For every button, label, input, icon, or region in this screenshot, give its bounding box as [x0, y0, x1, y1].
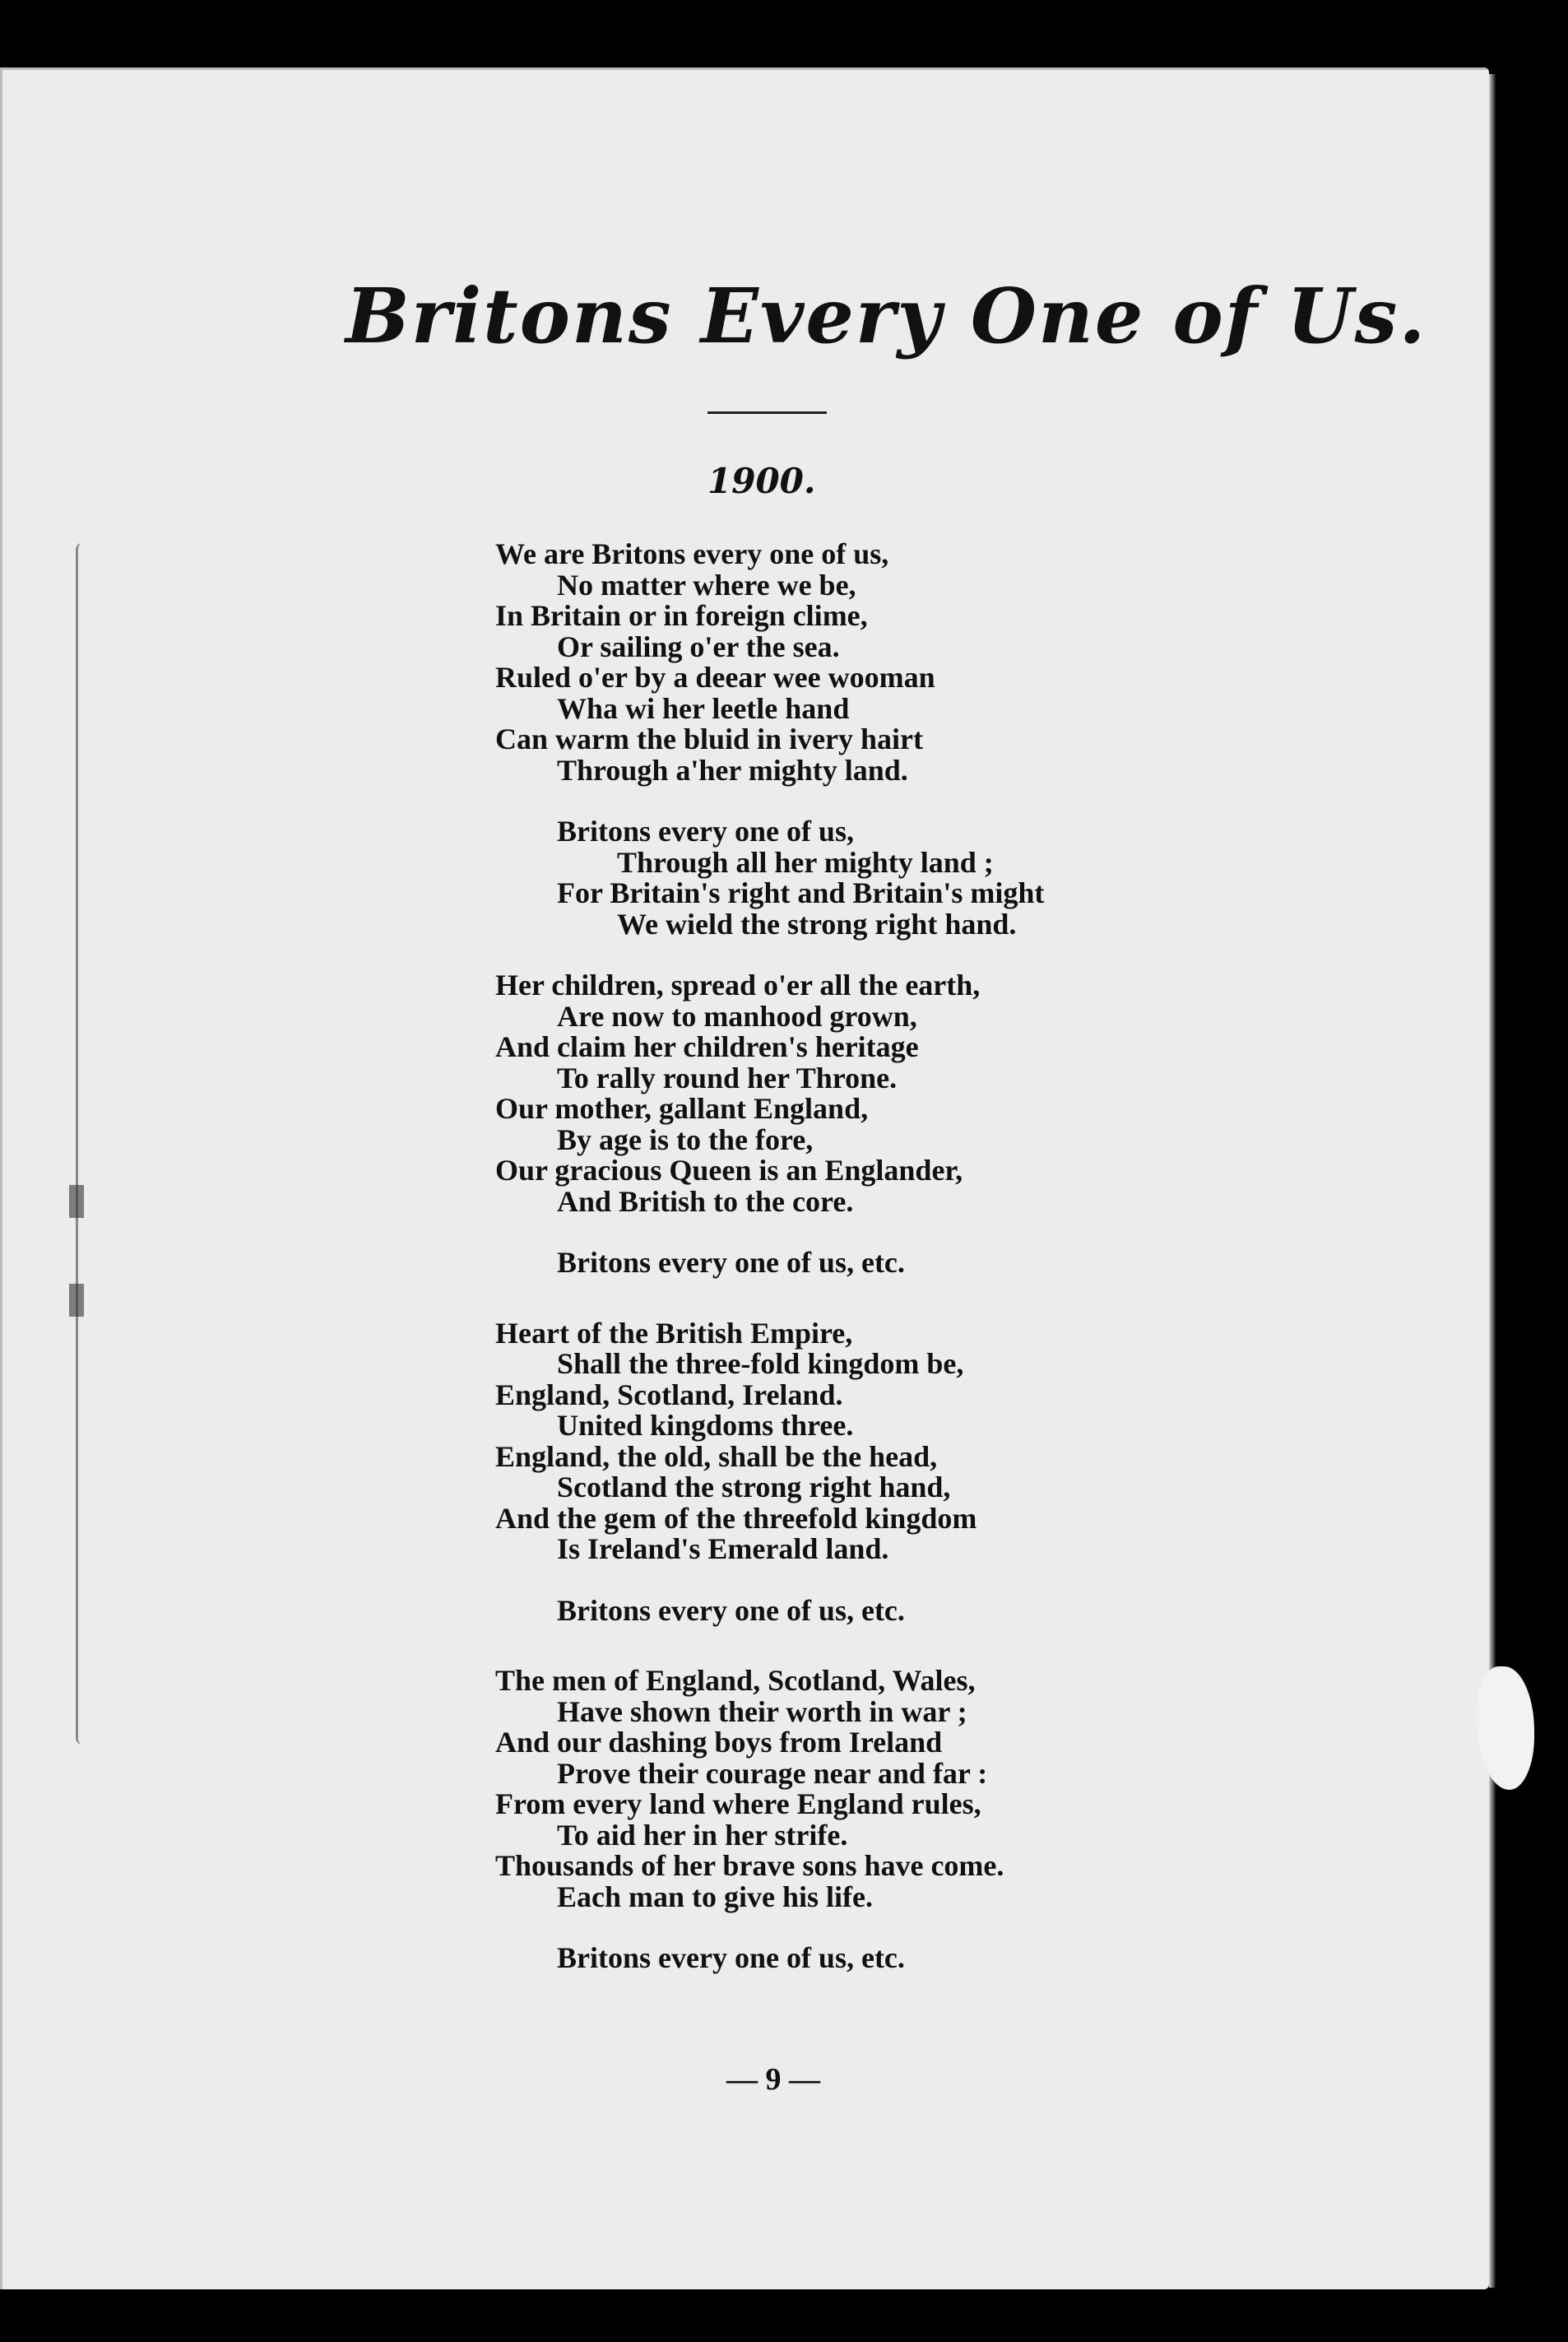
poem-line: England, the old, shall be the head, [495, 1439, 938, 1473]
poem-line: Our gracious Queen is an Englander, [495, 1154, 963, 1187]
poem-line: And the gem of the threefold kingdom [495, 1501, 977, 1535]
poem-line: Heart of the British Empire, [495, 1316, 853, 1350]
poem-line: To rally round her Throne. [557, 1061, 898, 1094]
binding-mark [69, 1185, 84, 1218]
poem-line: Or sailing o'er the sea. [557, 630, 840, 663]
poem-line: England, Scotland, Ireland. [495, 1378, 843, 1411]
chorus-stanza [495, 1943, 1466, 1974]
verse-stanza [495, 1318, 1466, 1565]
page-number: — 9 — [726, 2062, 820, 2097]
poem-line: Prove their courage near and far : [557, 1756, 988, 1790]
poem-line: We wield the strong right hand. [617, 907, 1017, 941]
binding-spine [76, 543, 90, 1745]
title-divider [707, 411, 827, 414]
poem-line: And our dashing boys from Ireland [495, 1726, 943, 1759]
poem-line: And British to the core. [557, 1184, 854, 1218]
poem-year: 1900. [707, 461, 816, 501]
poem-line: Wha wi her leetle hand [557, 691, 850, 725]
poem-line: Can warm the bluid in ivery hairt [495, 723, 924, 755]
chorus-stanza [495, 1593, 1466, 1627]
poem-line: Are now to manhood grown, [557, 999, 917, 1033]
verse-stanza [495, 539, 1466, 786]
poem-line: Is Ireland's Emerald land. [557, 1532, 889, 1565]
poem-line: From every land where England rules, [495, 1787, 981, 1820]
poem-line: Britons every one of us, etc. [557, 1941, 905, 1974]
poem-line: Shall the three-fold kingdom be, [557, 1347, 964, 1380]
verse-stanza [495, 970, 1466, 1217]
poem-line: We are Britons every one of us, [495, 537, 889, 570]
poem-line: Through a'her mighty land. [557, 753, 908, 787]
poem-line: United kingdoms three. [557, 1409, 854, 1442]
poem-line: No matter where we be, [557, 568, 856, 602]
poem-line: For Britain's right and Britain's might [557, 876, 1045, 909]
poem-line: Through all her mighty land ; [617, 845, 994, 879]
poem-line: By age is to the fore, [557, 1122, 814, 1156]
poem-line: Have shown their worth in war ; [557, 1694, 967, 1728]
poem-line: The men of England, Scotland, Wales, [495, 1664, 976, 1697]
poem-line: To aid her in her strife. [557, 1818, 848, 1852]
chorus-stanza [495, 1248, 1466, 1279]
poem-line: Her children, spread o'er all the earth, [495, 969, 981, 1001]
poem-line: Britons every one of us, etc. [557, 1593, 905, 1627]
binding-mark [69, 1284, 84, 1317]
verse-stanza [495, 1666, 1466, 1912]
poem-body [495, 539, 1466, 2014]
poem-line: Our mother, gallant England, [495, 1092, 869, 1125]
poem-line: Scotland the strong right hand, [557, 1471, 951, 1503]
poem-line: In Britain or in foreign clime, [495, 599, 868, 632]
chorus-stanza [495, 816, 1466, 940]
page-edge [1489, 74, 1496, 2288]
poem-line: Britons every one of us, etc. [557, 1246, 905, 1279]
poem-title: Britons Every One of Us. [346, 272, 1427, 360]
poem-line: Each man to give his life. [557, 1880, 873, 1913]
poem-line: Ruled o'er by a deear wee wooman [495, 661, 935, 694]
poem-line: And claim her children's heritage [495, 1030, 919, 1063]
poem-line: Thousands of her brave sons have come. [495, 1849, 1004, 1882]
poem-line: Britons every one of us, [557, 815, 854, 848]
